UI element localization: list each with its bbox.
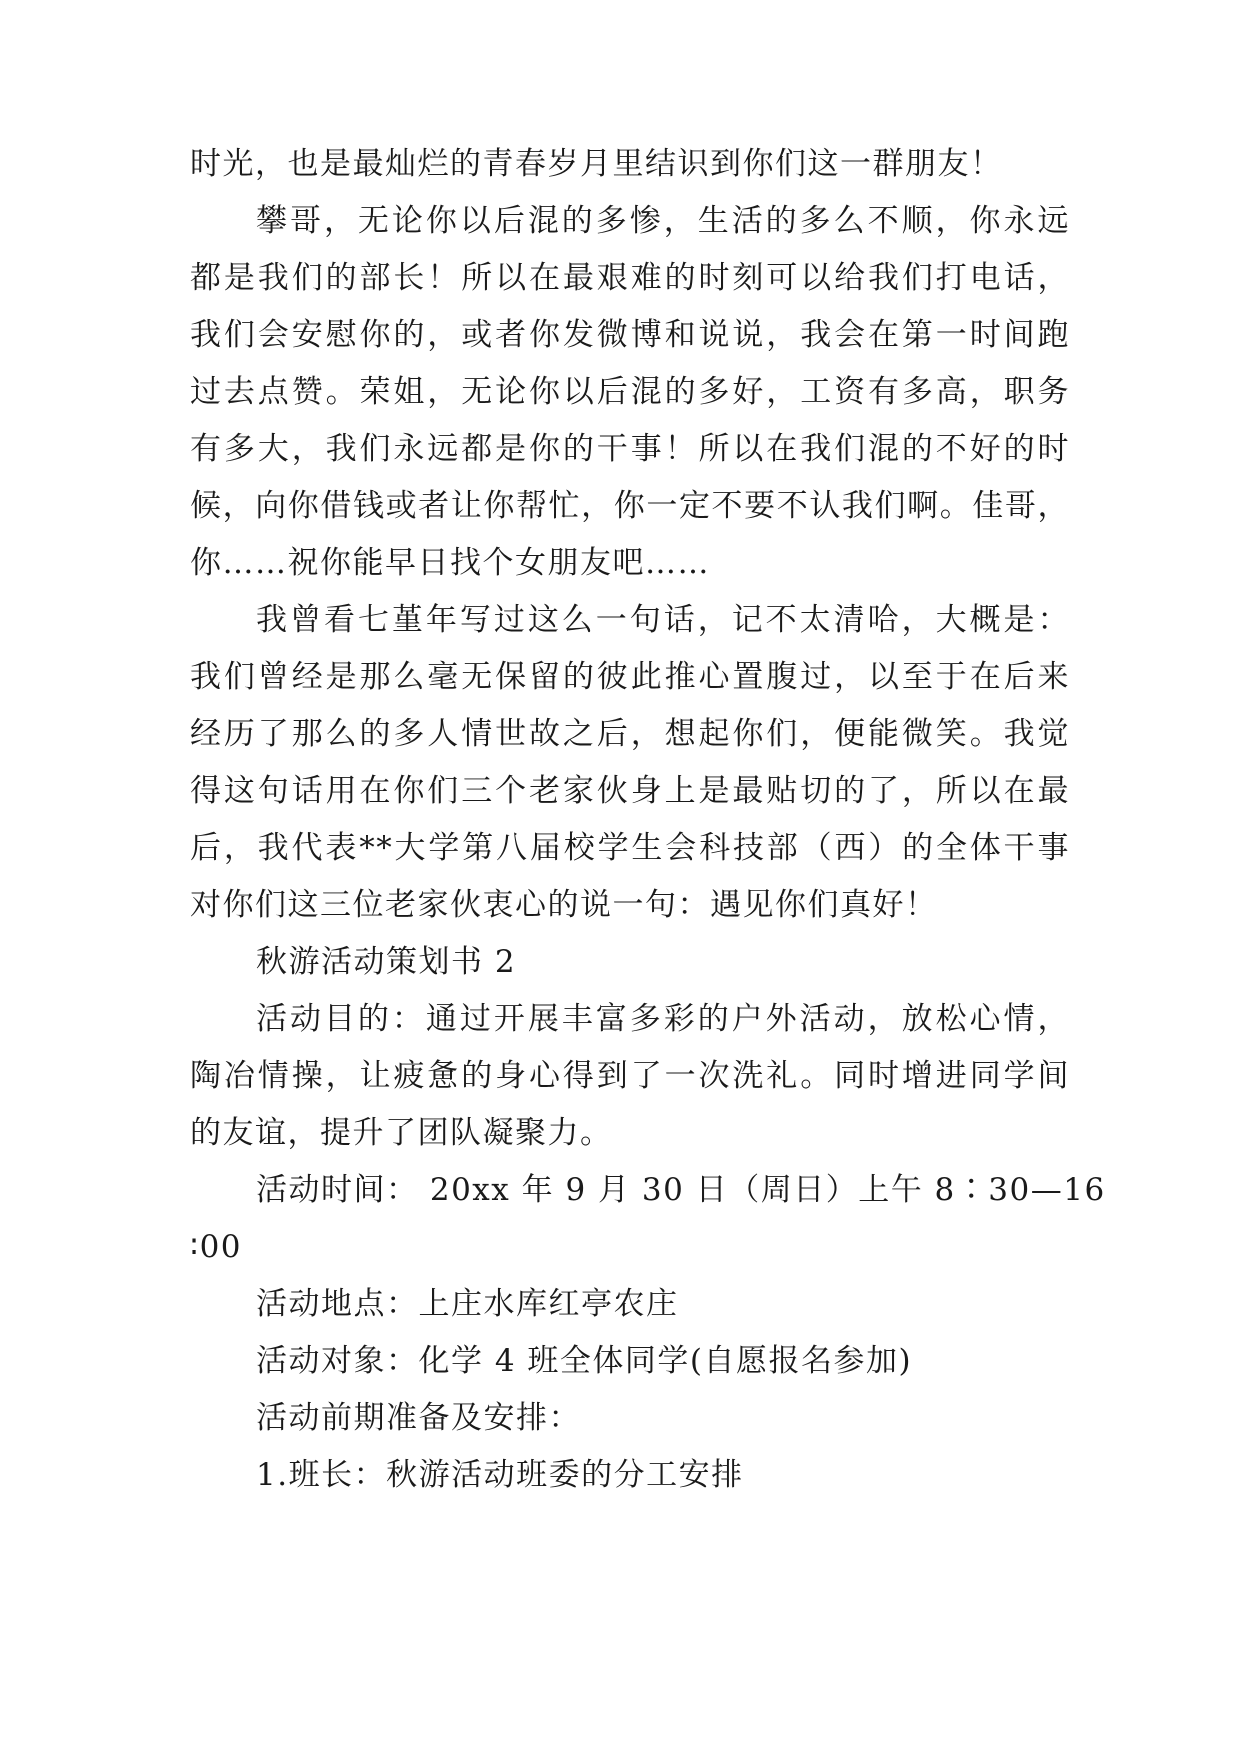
- list-item: 1.班长：秋游活动班委的分工安排: [256, 1457, 744, 1493]
- paragraph-line: 我们曾经是那么毫无保留的彼此推心置腹过，以至于在后来: [190, 659, 1070, 695]
- paragraph-line: 活动目的：通过开展丰富多彩的户外活动，放松心情，: [256, 1001, 1070, 1037]
- paragraph-line: 时光，也是最灿烂的青春岁月里结识到你们这一群朋友！: [190, 146, 1003, 182]
- paragraph-line: 你……祝你能早日找个女朋友吧……: [190, 545, 710, 581]
- paragraph-line: 攀哥，无论你以后混的多惨，生活的多么不顺，你永远: [256, 203, 1070, 239]
- paragraph-line: 过去点赞。荣姐，无论你以后混的多好，工资有多高，职务: [190, 374, 1070, 410]
- section-heading: 秋游活动策划书 2: [256, 944, 517, 980]
- paragraph-line: 活动前期准备及安排：: [256, 1400, 581, 1436]
- paragraph-line: 我们会安慰你的，或者你发微博和说说，我会在第一时间跑: [190, 317, 1070, 353]
- paragraph-line: 对你们这三位老家伙衷心的说一句：遇见你们真好！: [190, 887, 938, 923]
- paragraph-line: 活动地点：上庄水库红亭农庄: [256, 1286, 679, 1322]
- paragraph-line: 经历了那么的多人情世故之后，想起你们，便能微笑。我觉: [190, 716, 1070, 752]
- paragraph-line: ∶00: [190, 1229, 243, 1265]
- paragraph-line: 的友谊，提升了团队凝聚力。: [190, 1115, 613, 1151]
- paragraph-line: 都是我们的部长！所以在最艰难的时刻可以给我们打电话，: [190, 260, 1070, 296]
- paragraph-line: 有多大，我们永远都是你的干事！所以在我们混的不好的时: [190, 431, 1070, 467]
- paragraph-line: 得这句话用在你们三个老家伙身上是最贴切的了，所以在最: [190, 773, 1070, 809]
- paragraph-line: 活动时间： 20xx 年 9 月 30 日（周日）上午 8∶30—16: [256, 1172, 1106, 1208]
- paragraph-line: 我曾看七堇年写过这么一句话，记不太清哈，大概是：: [256, 602, 1070, 638]
- paragraph-line: 候，向你借钱或者让你帮忙，你一定不要不认我们啊。佳哥，: [190, 488, 1070, 524]
- paragraph-line: 陶冶情操，让疲惫的身心得到了一次洗礼。同时增进同学间: [190, 1058, 1070, 1094]
- paragraph-line: 活动对象：化学 4 班全体同学(自愿报名参加): [256, 1343, 913, 1379]
- paragraph-line: 后，我代表**大学第八届校学生会科技部（西）的全体干事: [190, 830, 1070, 866]
